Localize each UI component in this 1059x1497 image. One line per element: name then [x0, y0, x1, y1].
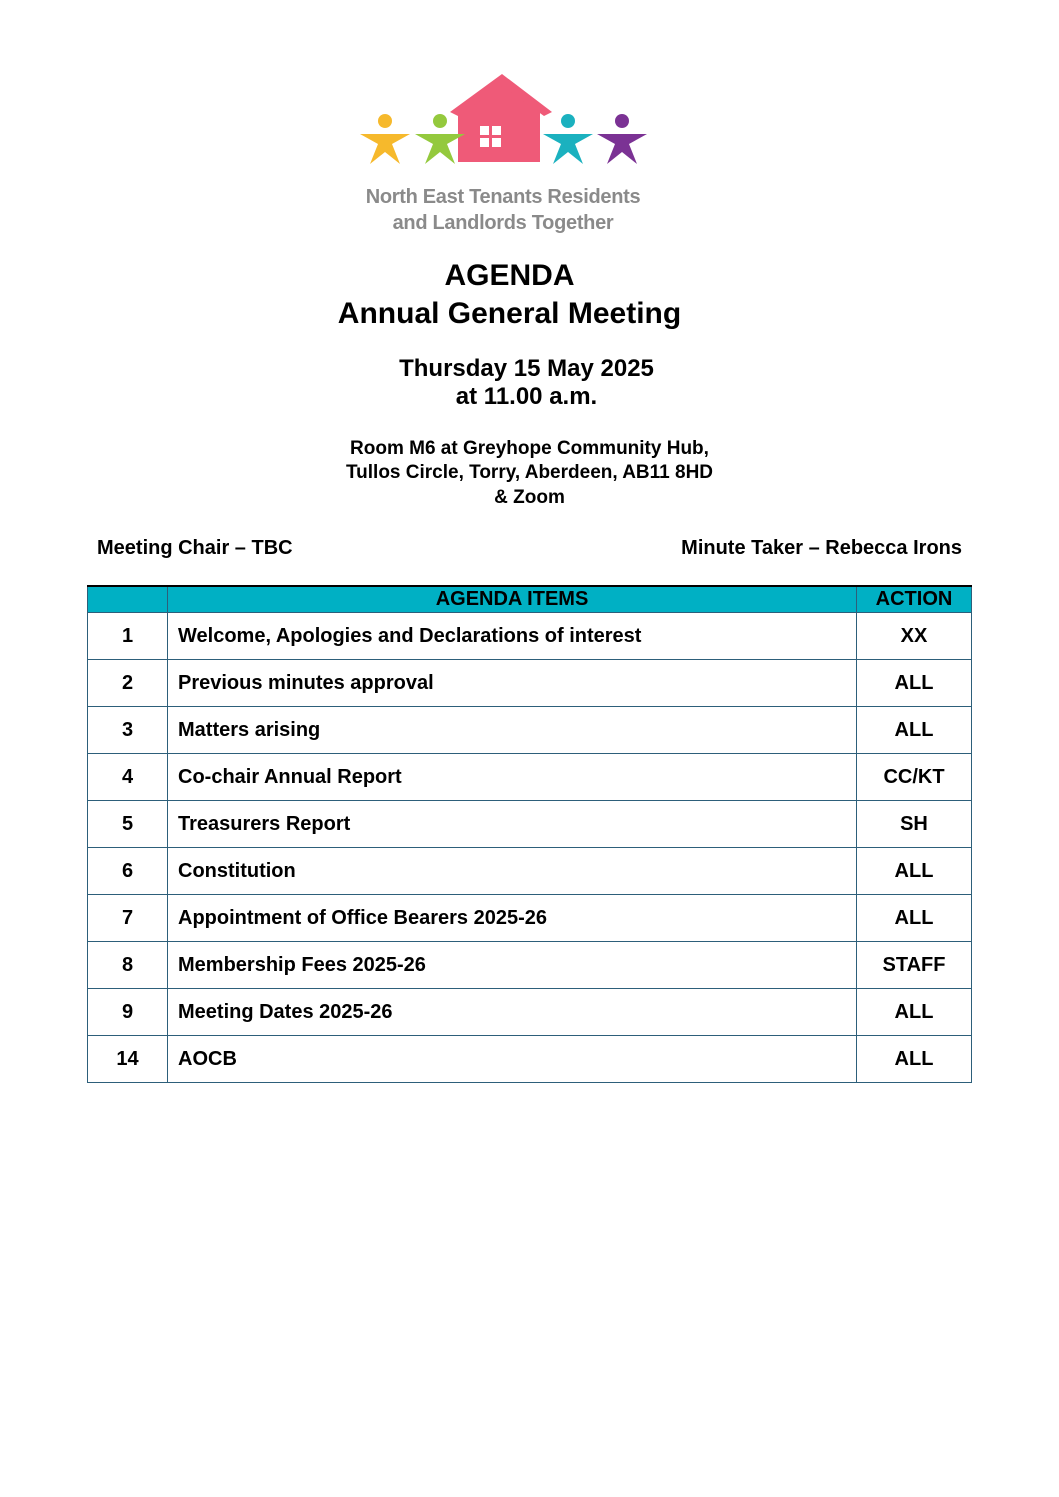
item-number: 3	[88, 707, 168, 754]
item-title: Previous minutes approval	[168, 660, 857, 707]
item-number: 8	[88, 942, 168, 989]
item-number: 2	[88, 660, 168, 707]
item-number: 9	[88, 989, 168, 1036]
page-subtitle: Annual General Meeting	[337, 297, 682, 330]
item-title: Constitution	[168, 848, 857, 895]
meeting-time: at 11.00 a.m.	[455, 383, 598, 410]
table-row	[88, 801, 972, 848]
item-action: ALL	[857, 989, 972, 1036]
table-row	[88, 989, 972, 1036]
house-icon	[450, 74, 552, 162]
logo-graphic	[352, 66, 654, 186]
header-number	[88, 586, 168, 613]
item-action: ALL	[857, 848, 972, 895]
item-title: Matters arising	[168, 707, 857, 754]
item-number: 6	[88, 848, 168, 895]
item-title: Membership Fees 2025-26	[168, 942, 857, 989]
item-action: CC/KT	[857, 754, 972, 801]
yellow-person-icon	[360, 114, 410, 164]
item-title: Appointment of Office Bearers 2025-26	[168, 895, 857, 942]
item-action: XX	[857, 613, 972, 660]
item-number: 7	[88, 895, 168, 942]
item-title: AOCB	[168, 1036, 857, 1083]
table-row	[88, 660, 972, 707]
table-row	[88, 707, 972, 754]
item-action: ALL	[857, 707, 972, 754]
item-action: ALL	[857, 660, 972, 707]
green-person-icon	[415, 114, 465, 164]
item-action: ALL	[857, 895, 972, 942]
header-agenda-items: AGENDA ITEMS	[168, 586, 857, 613]
table-row	[88, 848, 972, 895]
table-row	[88, 895, 972, 942]
venue-line-3: & Zoom	[494, 487, 565, 508]
minute-taker: Minute Taker – Rebecca Irons	[681, 537, 962, 559]
venue-line-1: Room M6 at Greyhope Community Hub,	[350, 438, 709, 459]
table-row	[88, 754, 972, 801]
item-title: Meeting Dates 2025-26	[168, 989, 857, 1036]
meeting-chair: Meeting Chair – TBC	[97, 537, 293, 559]
item-title: Treasurers Report	[168, 801, 857, 848]
header-action: ACTION	[857, 586, 972, 613]
item-number: 5	[88, 801, 168, 848]
agenda-header-row	[88, 586, 972, 613]
item-action: STAFF	[857, 942, 972, 989]
item-number: 1	[88, 613, 168, 660]
page-title: AGENDA	[444, 259, 575, 292]
item-title: Welcome, Apologies and Declarations of interest	[168, 613, 857, 660]
table-row	[88, 613, 972, 660]
organisation-logo	[352, 66, 654, 252]
item-number: 4	[88, 754, 168, 801]
item-action: SH	[857, 801, 972, 848]
agenda-table	[87, 585, 972, 1083]
item-action: ALL	[857, 1036, 972, 1083]
table-row	[88, 1036, 972, 1083]
meeting-date: Thursday 15 May 2025	[399, 355, 654, 382]
teal-person-icon	[543, 114, 593, 164]
logo-text-line1: North East Tenants Residents	[365, 186, 641, 208]
venue-line-2: Tullos Circle, Torry, Aberdeen, AB11 8HD	[345, 462, 714, 483]
logo-text-line2: and Landlords Together	[392, 212, 614, 234]
item-title: Co-chair Annual Report	[168, 754, 857, 801]
item-number: 14	[88, 1036, 168, 1083]
table-row	[88, 942, 972, 989]
purple-person-icon	[597, 114, 647, 164]
